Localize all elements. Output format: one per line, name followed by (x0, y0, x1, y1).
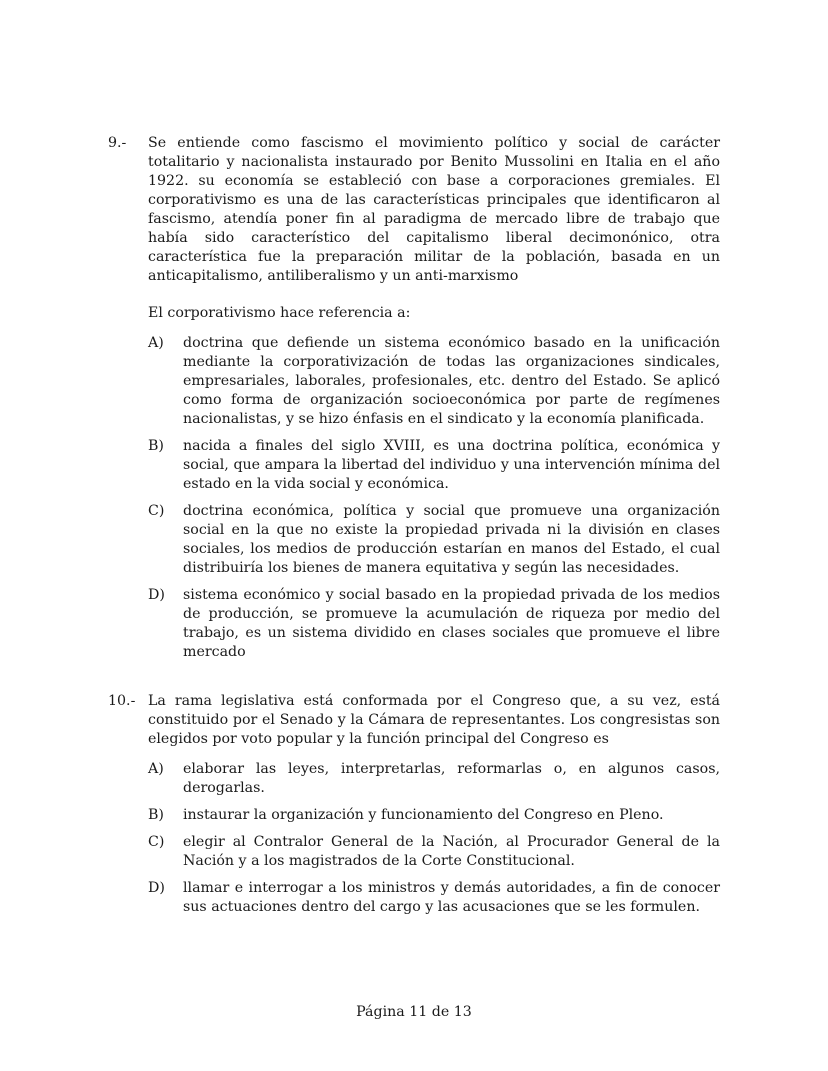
answer-options (148, 760, 720, 917)
option-text: llamar e interrogar a los ministros y demás autoridades, a fin de conocer sus actuaciones dentro del cargo y las acusaciones que se les formulen. (183, 880, 720, 915)
option-text: nacida a finales del siglo XVIII, es una doctrina política, económica y social, que ampara la libertad del individuo y una intervención mínima del estado en la vida social y económica. (183, 438, 720, 492)
option-text: elaborar las leyes, interpretarlas, reformarlas o, en algunos casos, derogarlas. (183, 761, 720, 796)
question-stem: Se entiende como fascismo el movimiento político y social de carácter totalitario y nacionalista instaurado por Benito Mussolini en Italia en el año 1922. su economía se estableció con base a corporaciones gremiales. El corporativismo es una de las características principales que identificaron al fascismo, atendía poner fin al paradigma de mercado libre de trabajo que había sido característico del capitalismo liberal decimonónico, otra característica fue la preparación militar de la población, basada en un anticapitalismo, antiliberalismo y un anti-marxismo (148, 135, 720, 284)
option-letter: A) (148, 761, 164, 777)
page-number: Página 11 de 13 (356, 1004, 472, 1020)
option-text: elegir al Contralor General de la Nación, al Procurador General de la Nación y a los magistrados de la Corte Constitucional. (183, 834, 720, 869)
option-letter: B) (148, 438, 164, 454)
answer-options (148, 334, 720, 662)
question-9 (108, 134, 720, 670)
question-number: 10.- (108, 693, 136, 709)
answer-option-a (148, 334, 720, 429)
question-number: 9.- (108, 135, 127, 151)
answer-option-b (148, 806, 720, 825)
option-text: doctrina que defiende un sistema económico basado en la unificación mediante la corporativización de todas las organizaciones sindicales, empresariales, laborales, profesionales, etc. dentro del Estado. Se aplicó como forma de organización socioeconómica por parte de regímenes nacionalistas, y se hizo énfasis en el sindicato y la economía planificada. (183, 335, 720, 427)
option-text: doctrina económica, política y social que promueve una organización social en la que no existe la propiedad privada ni la división en clases sociales, los medios de producción estarían en manos del Estado, el cual distribuiría los bienes de manera equitativa y según las necesidades. (183, 503, 720, 576)
answer-option-a (148, 760, 720, 798)
answer-option-d (148, 586, 720, 662)
option-letter: D) (148, 880, 165, 896)
question-body (148, 134, 720, 662)
option-letter: D) (148, 587, 165, 603)
answer-option-b (148, 437, 720, 494)
answer-option-d (148, 879, 720, 917)
question-prompt: El corporativismo hace referencia a: (148, 305, 411, 321)
option-letter: B) (148, 807, 164, 823)
question-stem: La rama legislativa está conformada por el Congreso que, a su vez, está constituido por el Senado y la Cámara de representantes. Los congresistas son elegidos por voto popular y la función principal del Congreso es (148, 693, 720, 747)
question-body (148, 692, 720, 917)
question-10 (108, 692, 720, 925)
option-letter: C) (148, 834, 165, 850)
answer-option-c (148, 833, 720, 871)
option-text: sistema económico y social basado en la propiedad privada de los medios de producción, se promueve la acumulación de riqueza por medio del trabajo, es un sistema dividido en clases sociales que promueve el libre mercado (183, 587, 720, 660)
answer-option-c (148, 502, 720, 578)
option-letter: A) (148, 335, 164, 351)
option-letter: C) (148, 503, 165, 519)
option-text: instaurar la organización y funcionamiento del Congreso en Pleno. (183, 807, 664, 823)
